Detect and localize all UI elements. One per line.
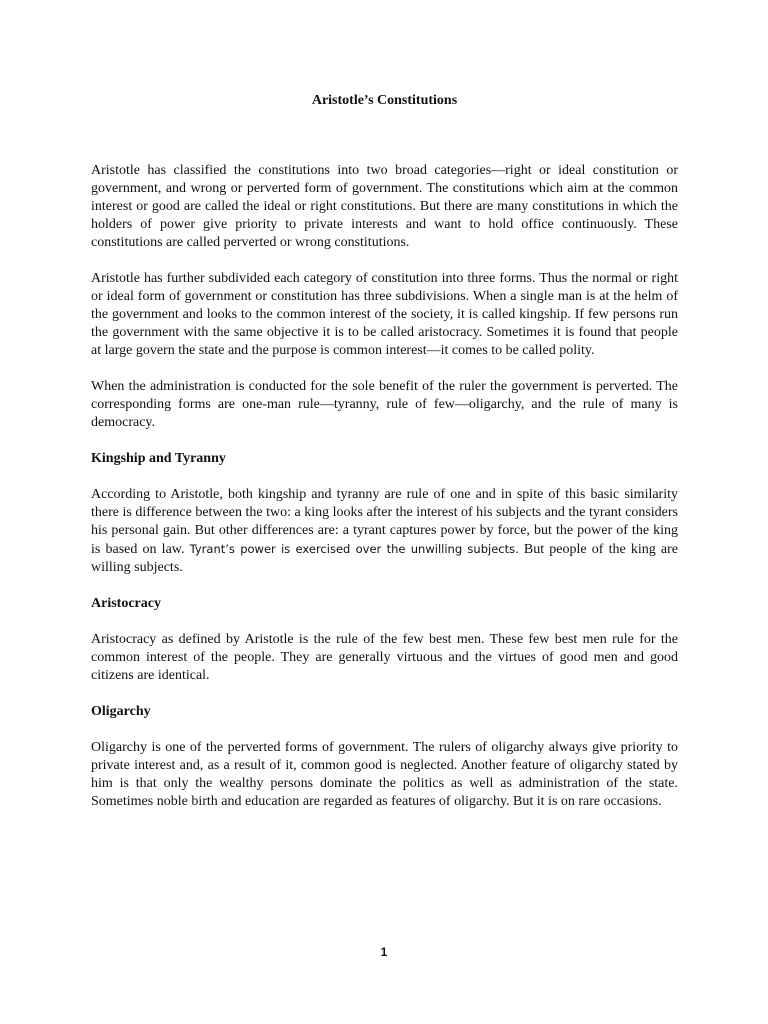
paragraph-intro: Aristotle has classified the constitutions into two broad categories—right or ideal constitution or government, and wrong or perverted form of government. The constitutions which aim at the common interest or good are called the ideal or right constitutions. But there are many constitutions in which the holders of power give priority to private interests and want to hold office continuously. These constitutions are called perverted or wrong constitutions.	[91, 163, 678, 250]
kingship-text-part2: Tyrant’s power is exercised over the unwilling subjects.	[189, 542, 519, 556]
paragraph-aristocracy: Aristocracy as defined by Aristotle is the rule of the few best men. These few best men rule for the common interest of the people. They are generally virtuous and the virtues of good men and good citizens are identical.	[91, 632, 678, 683]
kingship-text-part3: But people of the king are willing subjects.	[91, 542, 678, 575]
page-number: 1	[380, 945, 388, 959]
paragraph-perverted: When the administration is conducted for the sole benefit of the ruler the government is perverted. The corresponding forms are one-man rule—tyranny, rule of few—oligarchy, and the rule of many is democracy.	[91, 379, 678, 430]
document-page	[91, 92, 678, 829]
paragraph-subdivisions: Aristotle has further subdivided each category of constitution into three forms. Thus the normal or right or ideal form of government or constitution has three subdivisions. When a single man is at the helm of the government and looks to the common interest of the society, it is called kingship. If few persons run the government with the same objective it is to be called aristocracy. Sometimes it is found that people at large govern the state and the purpose is common interest—it comes to be called polity.	[91, 271, 678, 358]
kingship-text-part1: According to Aristotle, both kingship and tyranny are rule of one and in spite of this basic similarity there is difference between the two: a king looks after the interest of his subjects and the tyrant considers his personal gain. But other differences are: a tyrant captures power by force, but the power of the king is based on law.	[91, 487, 678, 557]
heading-aristocracy: Aristocracy	[91, 596, 161, 611]
heading-kingship-tyranny: Kingship and Tyranny	[91, 451, 226, 466]
document-title: Aristotle’s Constitutions	[311, 93, 458, 108]
paragraph-kingship-tyranny	[91, 486, 678, 577]
heading-oligarchy: Oligarchy	[91, 704, 151, 719]
paragraph-oligarchy: Oligarchy is one of the perverted forms of government. The rulers of oligarchy always give priority to private interest and, as a result of it, common good is neglected. Another feature of oligarchy stated by him is that only the wealthy persons dominate the politics as well as administration of the state. Sometimes noble birth and education are regarded as features of oligarchy. But it is on rare occasions.	[91, 740, 678, 809]
